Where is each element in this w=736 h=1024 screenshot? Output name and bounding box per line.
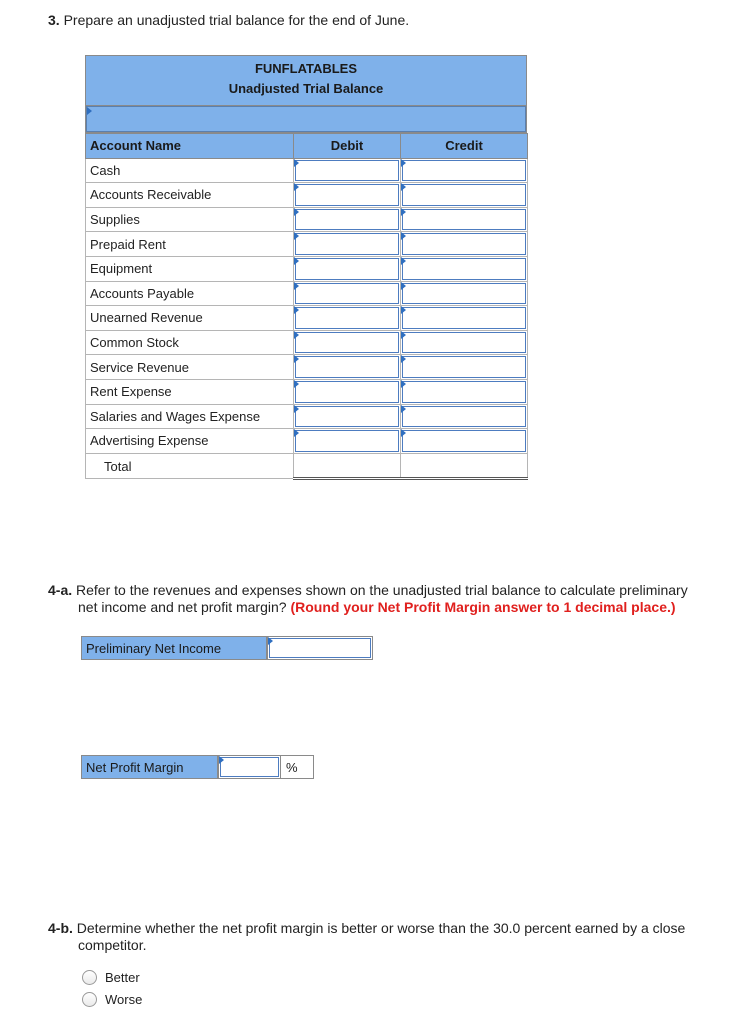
account-name: Salaries and Wages Expense bbox=[86, 404, 294, 429]
column-account-name: Account Name bbox=[86, 134, 294, 159]
credit-input[interactable] bbox=[401, 256, 528, 281]
radio-circle-icon[interactable] bbox=[82, 970, 97, 985]
debit-input[interactable] bbox=[294, 355, 401, 380]
dropdown-marker-icon bbox=[294, 159, 299, 167]
radio-label: Better bbox=[105, 970, 140, 985]
net-income-input[interactable] bbox=[267, 636, 373, 660]
statement-title: Unadjusted Trial Balance bbox=[228, 81, 384, 96]
dropdown-marker-icon bbox=[401, 380, 406, 388]
table-row bbox=[86, 183, 528, 208]
debit-input[interactable] bbox=[294, 158, 401, 183]
table-row bbox=[86, 207, 528, 232]
question-number: 4-b. bbox=[48, 920, 73, 936]
question-number: 3. bbox=[48, 12, 60, 28]
question-number: 4-a. bbox=[48, 582, 73, 598]
account-name: Cash bbox=[86, 158, 294, 183]
debit-input[interactable] bbox=[294, 232, 401, 257]
dropdown-marker-icon bbox=[401, 331, 406, 339]
dropdown-marker-icon bbox=[401, 208, 406, 216]
account-name: Prepaid Rent bbox=[86, 232, 294, 257]
npm-field bbox=[81, 755, 314, 779]
column-credit: Credit bbox=[401, 134, 528, 159]
debit-input[interactable] bbox=[294, 404, 401, 429]
dropdown-marker-icon bbox=[401, 306, 406, 314]
column-debit: Debit bbox=[294, 134, 401, 159]
column-headers bbox=[86, 134, 528, 159]
account-name: Common Stock bbox=[86, 330, 294, 355]
date-row bbox=[85, 105, 527, 133]
dropdown-marker-icon bbox=[294, 282, 299, 290]
question-text-continued: net income and net profit margin? bbox=[78, 599, 287, 615]
dropdown-marker-icon bbox=[401, 405, 406, 413]
table-row bbox=[86, 158, 528, 183]
dropdown-marker-icon bbox=[401, 429, 406, 437]
debit-input[interactable] bbox=[294, 281, 401, 306]
dropdown-marker-icon bbox=[401, 183, 406, 191]
rounding-instruction: (Round your Net Profit Margin answer to 1 decimal place.) bbox=[290, 599, 676, 615]
total-credit bbox=[401, 453, 528, 479]
table-row bbox=[86, 232, 528, 257]
question-3 bbox=[48, 12, 409, 29]
dropdown-marker-icon bbox=[294, 331, 299, 339]
dropdown-marker-icon bbox=[401, 282, 406, 290]
account-name: Equipment bbox=[86, 256, 294, 281]
table-row bbox=[86, 404, 528, 429]
dropdown-marker-icon bbox=[294, 208, 299, 216]
table-row bbox=[86, 429, 528, 454]
question-text: Refer to the revenues and expenses shown on the unadjusted trial balance to calculate preliminary bbox=[76, 582, 688, 598]
account-name: Unearned Revenue bbox=[86, 306, 294, 331]
debit-input[interactable] bbox=[294, 207, 401, 232]
debit-input[interactable] bbox=[294, 256, 401, 281]
question-4b bbox=[48, 920, 685, 954]
credit-input[interactable] bbox=[401, 207, 528, 232]
credit-input[interactable] bbox=[401, 404, 528, 429]
radio-circle-icon[interactable] bbox=[82, 992, 97, 1007]
dropdown-marker-icon bbox=[294, 232, 299, 240]
dropdown-marker-icon bbox=[268, 637, 273, 645]
radio-label: Worse bbox=[105, 992, 143, 1007]
table-row bbox=[86, 379, 528, 404]
dropdown-marker-icon bbox=[294, 429, 299, 437]
dropdown-marker-icon bbox=[401, 257, 406, 265]
debit-input[interactable] bbox=[294, 330, 401, 355]
dropdown-marker-icon bbox=[294, 405, 299, 413]
dropdown-marker-icon bbox=[87, 107, 92, 115]
credit-input[interactable] bbox=[401, 330, 528, 355]
debit-input[interactable] bbox=[294, 429, 401, 454]
company-name: FUNFLATABLES bbox=[254, 61, 358, 76]
credit-input[interactable] bbox=[401, 183, 528, 208]
credit-input[interactable] bbox=[401, 379, 528, 404]
credit-input[interactable] bbox=[401, 429, 528, 454]
table-row bbox=[86, 355, 528, 380]
radio-worse[interactable] bbox=[82, 992, 142, 1007]
trial-balance-table bbox=[85, 55, 527, 480]
table-header bbox=[85, 55, 527, 105]
debit-input[interactable] bbox=[294, 379, 401, 404]
dropdown-marker-icon bbox=[294, 355, 299, 363]
account-name: Supplies bbox=[86, 207, 294, 232]
account-name: Advertising Expense bbox=[86, 429, 294, 454]
radio-better[interactable] bbox=[82, 970, 140, 985]
dropdown-marker-icon bbox=[401, 159, 406, 167]
question-text: Determine whether the net profit margin is better or worse than the 30.0 percent earned by a close bbox=[76, 920, 686, 936]
net-income-field bbox=[81, 636, 373, 660]
table-row bbox=[86, 330, 528, 355]
npm-label: Net Profit Margin bbox=[81, 755, 218, 779]
question-text-continued: competitor. bbox=[78, 937, 147, 953]
credit-input[interactable] bbox=[401, 355, 528, 380]
accounts-grid bbox=[85, 133, 528, 480]
net-income-label: Preliminary Net Income bbox=[81, 636, 267, 660]
credit-input[interactable] bbox=[401, 281, 528, 306]
percent-sign: % bbox=[281, 755, 314, 779]
table-row bbox=[86, 281, 528, 306]
question-4a bbox=[48, 582, 688, 616]
dropdown-marker-icon bbox=[294, 306, 299, 314]
credit-input[interactable] bbox=[401, 232, 528, 257]
table-row bbox=[86, 256, 528, 281]
dropdown-marker-icon bbox=[401, 355, 406, 363]
total-label: Total bbox=[86, 453, 294, 479]
dropdown-marker-icon bbox=[401, 232, 406, 240]
credit-input[interactable] bbox=[401, 158, 528, 183]
credit-input[interactable] bbox=[401, 306, 528, 331]
npm-input[interactable] bbox=[218, 755, 281, 779]
total-row bbox=[86, 453, 528, 479]
dropdown-marker-icon bbox=[294, 257, 299, 265]
total-debit bbox=[294, 453, 401, 479]
debit-input[interactable] bbox=[294, 306, 401, 331]
account-name: Accounts Receivable bbox=[86, 183, 294, 208]
question-text: Prepare an unadjusted trial balance for the end of June. bbox=[63, 12, 410, 28]
account-name: Rent Expense bbox=[86, 379, 294, 404]
debit-input[interactable] bbox=[294, 183, 401, 208]
date-input[interactable] bbox=[86, 106, 526, 132]
table-row bbox=[86, 306, 528, 331]
dropdown-marker-icon bbox=[294, 380, 299, 388]
dropdown-marker-icon bbox=[294, 183, 299, 191]
dropdown-marker-icon bbox=[219, 756, 224, 764]
account-name: Service Revenue bbox=[86, 355, 294, 380]
account-name: Accounts Payable bbox=[86, 281, 294, 306]
